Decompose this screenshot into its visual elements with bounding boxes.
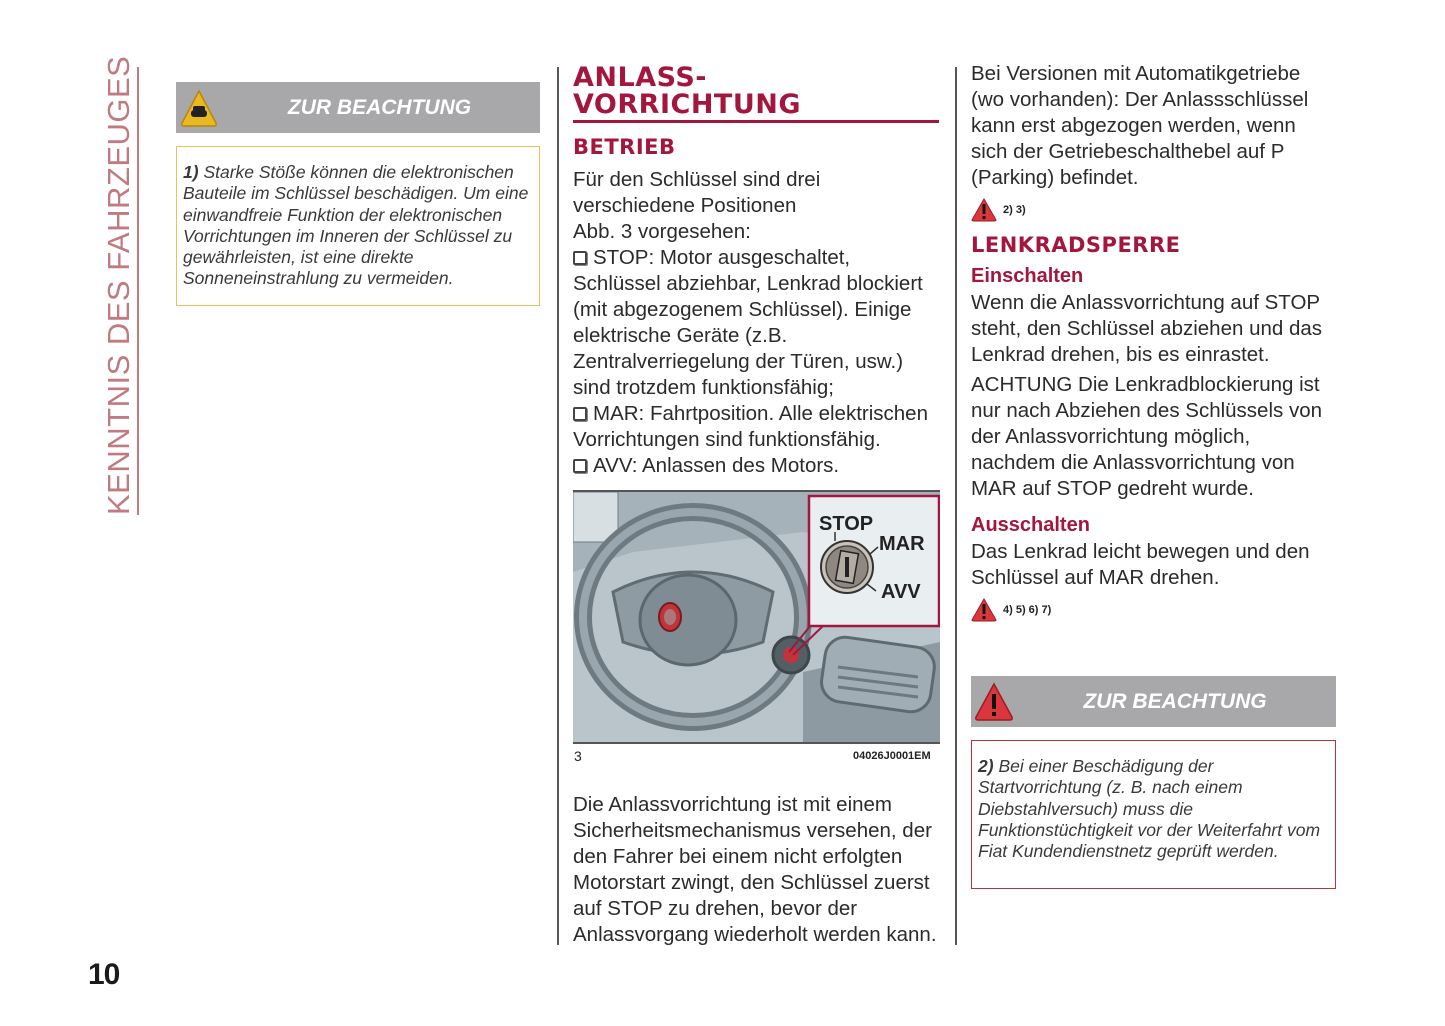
note-header-right (971, 676, 1336, 727)
figure-label-stop: STOP (819, 513, 874, 535)
side-tab-title: KENNTNIS DES FAHRZEUGES (101, 55, 136, 515)
list-item-mar: MAR: Fahrtposition. Alle elektrischen Vorrichtungen sind funktionsfähig. (573, 402, 928, 451)
checkbox-bullet-icon (573, 251, 587, 265)
checkbox-bullet-icon (573, 407, 587, 421)
note-body-right (971, 740, 1336, 889)
warning-refs-2: 4) 5) 6) 7) (971, 597, 1333, 623)
einschalten-text: Wenn die Anlassvorrichtung auf STOP steht, den Schlüssel abziehen und das Lenkrad drehen, bis es einrastet. (971, 291, 1323, 366)
warning-triangle-red-icon (974, 682, 1014, 722)
side-tab-rule (137, 67, 139, 515)
figure-label-avv: AVV (881, 581, 921, 603)
note-header-label: ZUR BEACHTUNG (287, 95, 472, 119)
column-divider-right (955, 67, 957, 945)
einschalten-title: Einschalten (971, 265, 1084, 287)
warning-triangle-yellow-icon (179, 88, 219, 128)
section-title-line1: ANLASS- (573, 62, 707, 93)
figure-ignition-switch (573, 490, 940, 744)
note-header-left (176, 82, 540, 133)
warning-triangle-red-icon (971, 198, 997, 222)
note-text: Bei einer Beschädigung der Startvorrichtung (z. B. nach einem Diebstahlversuch) muss die Funktionstüchtigkeit vor der Weiterfahrt vom Fiat Kundendienstnetz geprüft werden. (978, 756, 1321, 862)
note-number: 1) (183, 162, 199, 182)
note-header-label: ZUR BEACHTUNG (1083, 689, 1267, 713)
closing-paragraph: Die Anlassvorrichtung ist mit einem Sicherheitsmechanismus versehen, der den Fahrer bei einem nicht erfolgten Motorstart zwingt, den Schlüssel zuerst auf STOP zu drehen, bevor der Anlassvorgang wiederholt werden kann. (573, 793, 937, 946)
note-text: Starke Stöße können die elektronischen Bauteile im Schlüssel beschädigen. Um eine einwandfreie Funktion der elektronischen Vorrichtungen im Inneren der Schlüssel zu gewährleisten, ist eine direkte Sonneneinstrahlung zu vermeiden. (183, 162, 529, 289)
warning-refs-1: 2) 3) (971, 197, 1333, 223)
section-title-line2: VORRICHTUNG (573, 89, 802, 120)
position-list (573, 245, 941, 479)
lenkradsperre-title: LENKRADSPERRE (971, 233, 1181, 257)
achtung-text: ACHTUNG Die Lenkradblockierung ist nur nach Abziehen des Schlüssels von der Anlassvorrichtung möglich, nachdem die Anlassvorrichtung von MAR auf STOP gedreht wurde. (971, 373, 1323, 500)
note-body-left (176, 146, 540, 306)
section-title-rule (573, 120, 939, 123)
column-divider-left (557, 67, 559, 945)
note-number: 2) (978, 756, 994, 776)
intro-text: Für den Schlüssel sind drei verschiedene Positionen Abb. 3 vorgesehen: (573, 168, 821, 243)
dashboard-illustration (573, 492, 940, 742)
figure-label-mar: MAR (879, 533, 925, 555)
list-item-avv: AVV: Anlassen des Motors. (573, 453, 941, 479)
page-number: 10 (88, 958, 120, 991)
warning-triangle-red-icon (971, 598, 997, 622)
list-item-stop: STOP: Motor ausgeschaltet, Schlüssel abziehbar, Lenkrad blockiert (mit abgezogenem Schlüssel). Einige elektrische Geräte (z.B. Zentralverriegelung der Türen, usw.) sind trotzdem funktionsfähig; (573, 246, 923, 399)
figure-code: 04026J0001EM (853, 750, 931, 762)
ausschalten-text: Das Lenkrad leicht bewegen und den Schlüssel auf MAR drehen. (971, 540, 1310, 589)
figure-number: 3 (574, 748, 582, 764)
automatic-paragraph: Bei Versionen mit Automatikgetriebe (wo vorhanden): Der Anlassschlüssel kann erst abgezogen werden, wenn sich der Getriebeschalthebel auf P (Parking) befindet. (971, 62, 1309, 189)
checkbox-bullet-icon (573, 459, 587, 473)
subsection-title: BETRIEB (573, 135, 676, 159)
ausschalten-title: Ausschalten (971, 514, 1090, 536)
